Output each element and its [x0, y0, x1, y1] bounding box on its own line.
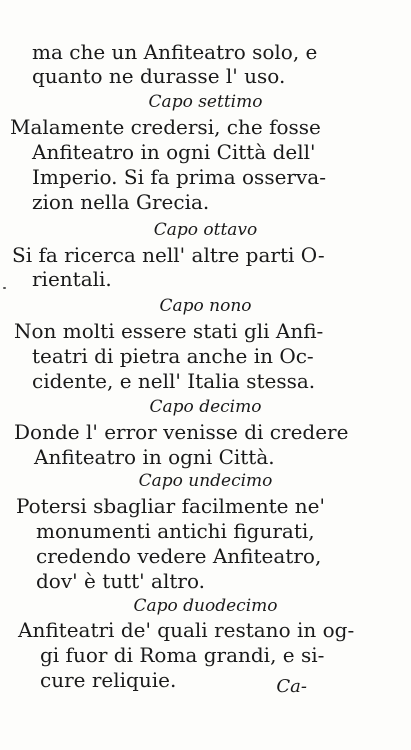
- catchword: Ca-: [276, 676, 307, 697]
- text-line: Si fa ricerca nell' altre parti O-: [12, 243, 325, 267]
- chapter-heading: Capo ottavo: [153, 220, 258, 240]
- chapter-heading: Capo settimo: [148, 92, 263, 112]
- text-line: quanto ne durasse l' uso.: [32, 64, 286, 88]
- text-line: Non molti essere stati gli Anfi-: [14, 319, 324, 343]
- text-line: Anfiteatro in ogni Città.: [34, 445, 275, 469]
- chapter-heading: Capo duodecimo: [133, 596, 278, 616]
- text-line: rientali.: [32, 267, 112, 291]
- chapter-heading: Capo undecimo: [138, 471, 273, 491]
- text-line: monumenti antichi figurati,: [36, 519, 315, 543]
- text-line: zion nella Grecia.: [32, 190, 210, 214]
- text-line: Malamente credersi, che fosse: [10, 115, 321, 139]
- text-line: Imperio. Si fa prima osserva-: [32, 165, 326, 189]
- text-line: dov' è tutt' altro.: [36, 569, 206, 593]
- text-line: Anfiteatro in ogni Città dell': [32, 140, 316, 164]
- text-line: ma che un Anfiteatro solo, e: [32, 40, 318, 64]
- text-line: Potersi sbagliar facilmente ne': [16, 494, 326, 518]
- text-line: cidente, e nell' Italia stessa.: [32, 369, 316, 393]
- text-line: Donde l' error venisse di credere: [14, 420, 349, 444]
- text-line: gi fuor di Roma grandi, e si-: [40, 643, 325, 667]
- chapter-heading: Capo decimo: [149, 397, 262, 417]
- text-line: credendo vedere Anfiteatro,: [36, 544, 322, 568]
- ink-speck: [3, 287, 6, 289]
- text-line: Anfiteatri de' quali restano in og-: [18, 618, 355, 642]
- chapter-heading: Capo nono: [159, 296, 252, 316]
- text-line: teatri di pietra anche in Oc-: [32, 344, 314, 368]
- text-line: cure reliquie.: [40, 668, 177, 692]
